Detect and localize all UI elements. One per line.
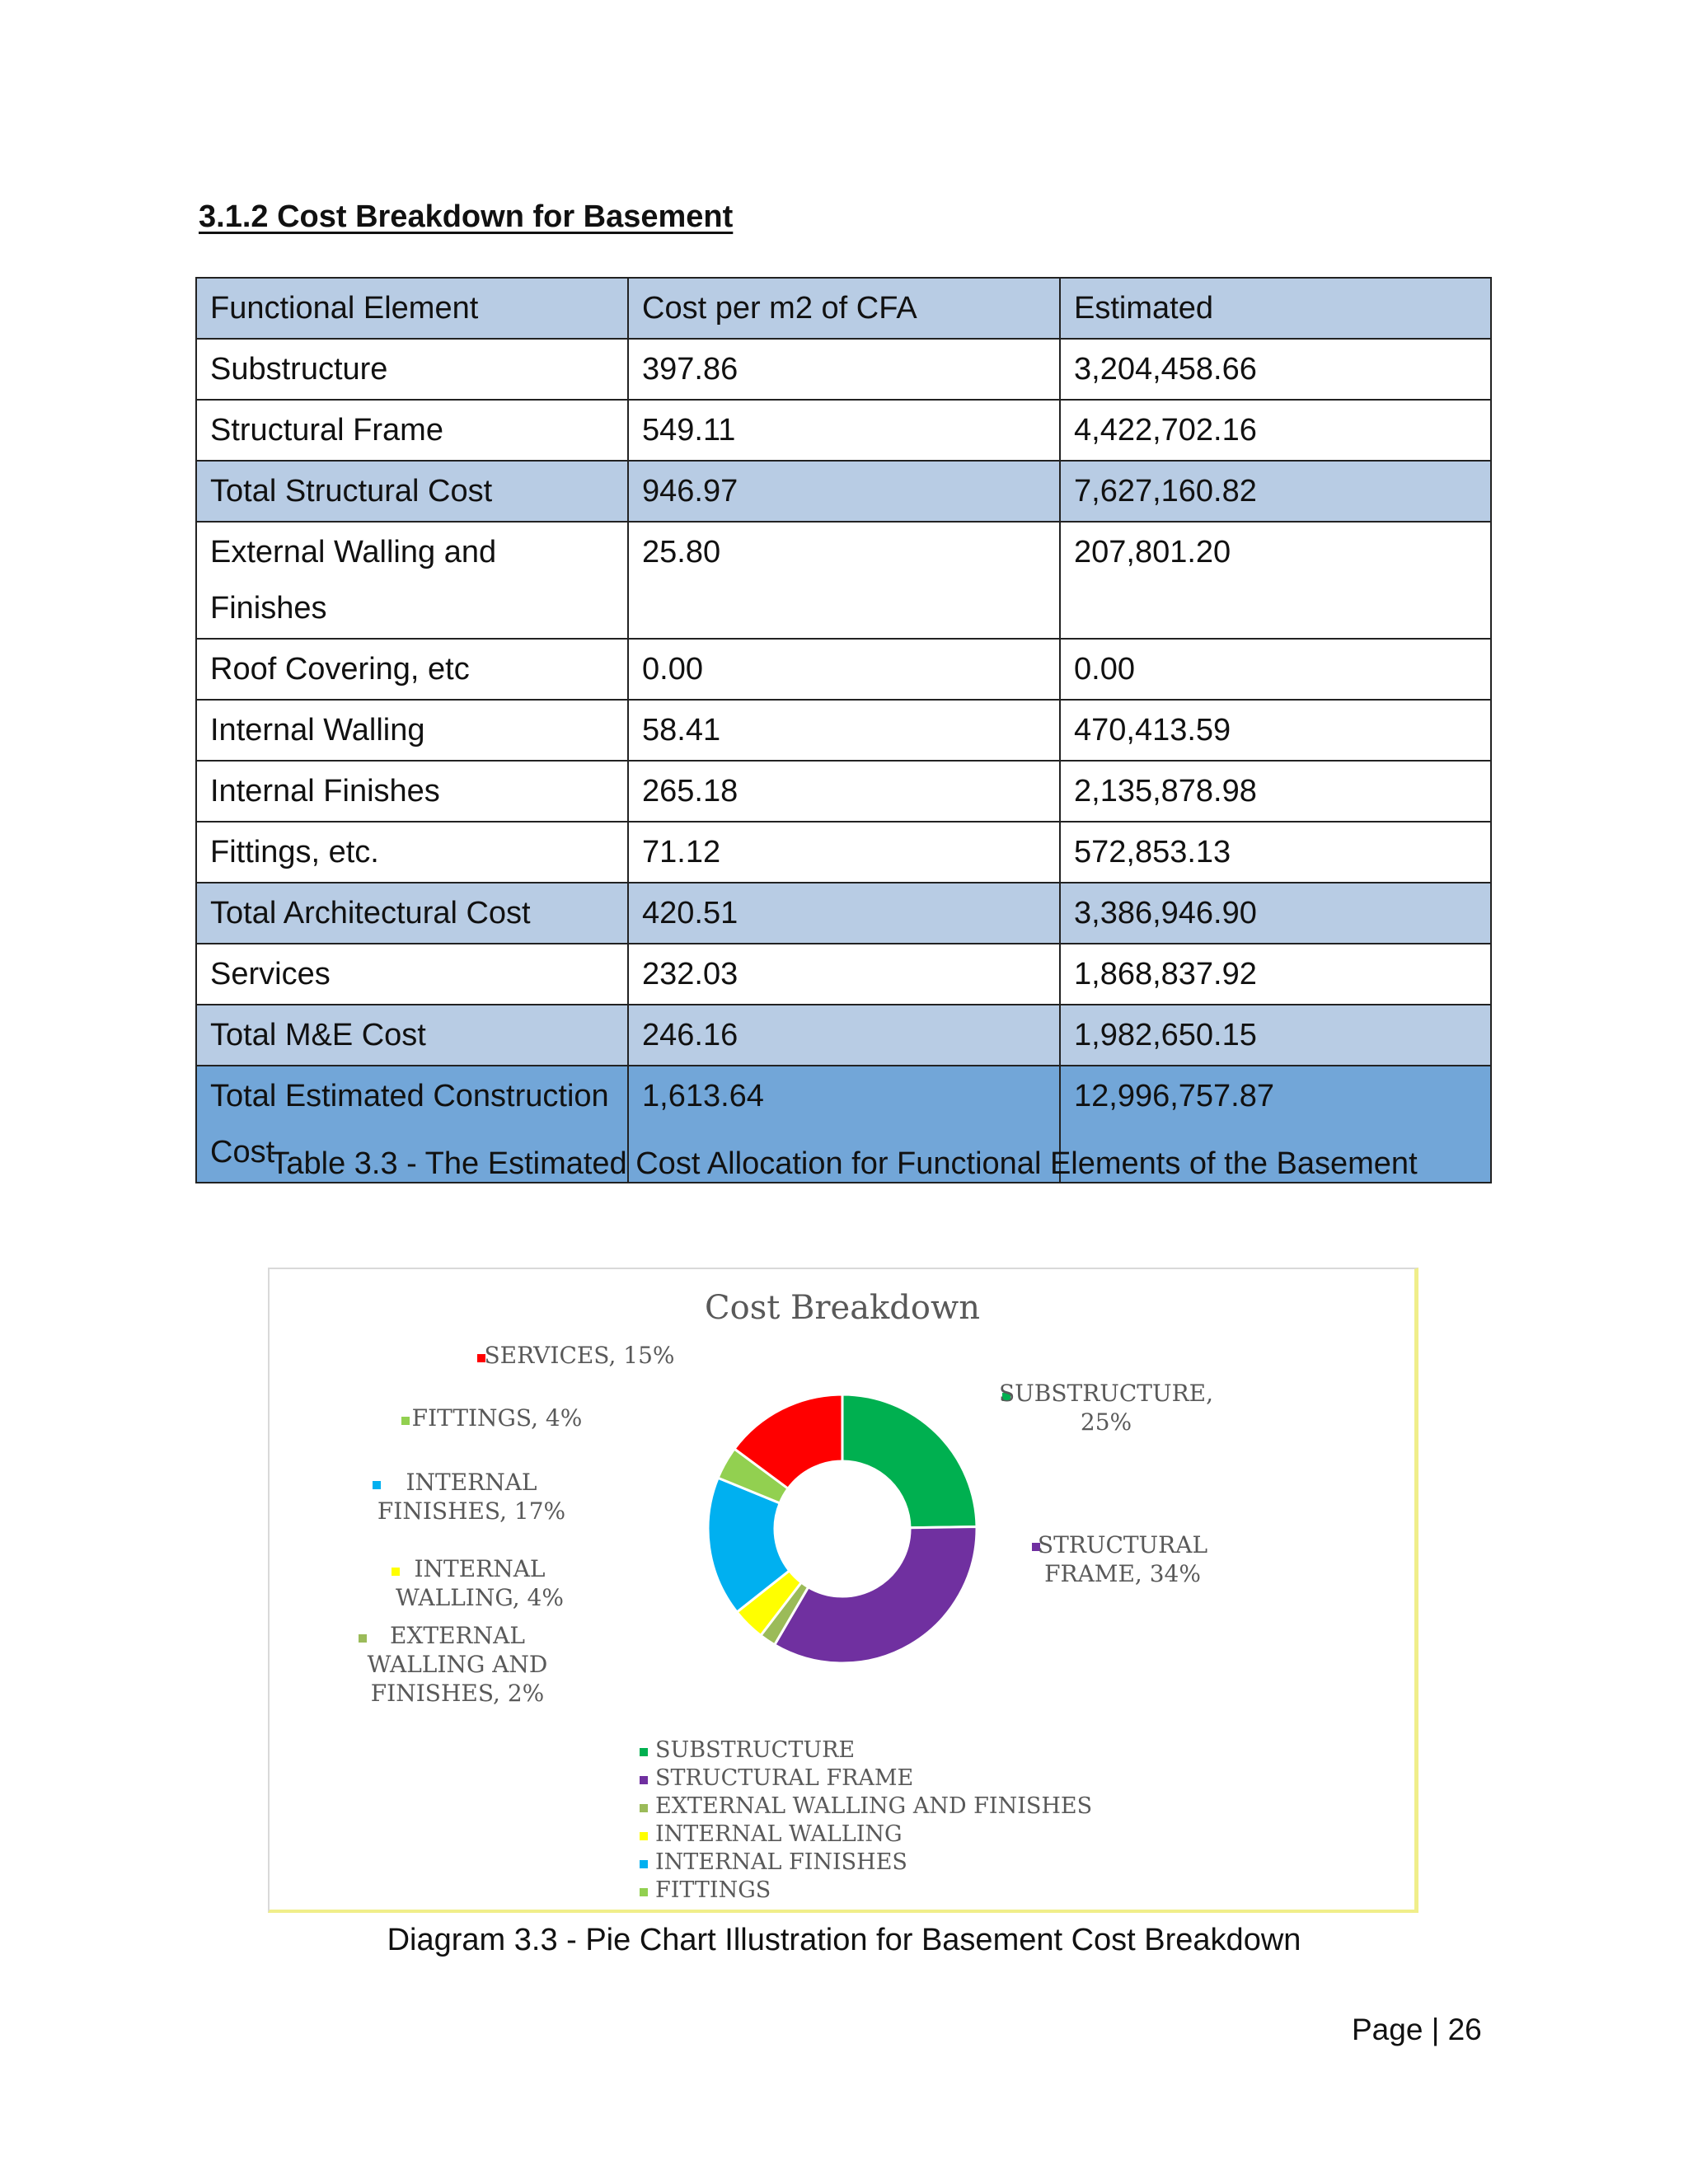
table-cell: 2,135,878.98	[1060, 761, 1491, 822]
table-row	[196, 339, 1491, 400]
table-cell: 1,613.64	[628, 1066, 1060, 1183]
table-cell: 246.16	[628, 1005, 1060, 1066]
table-cell: Roof Covering, etc	[196, 639, 628, 700]
page-number: Page | 26	[1352, 2013, 1482, 2046]
chart-caption: Diagram 3.3 - Pie Chart Illustration for Basement Cost Breakdown	[387, 1923, 1301, 1957]
data-label: FINISHES, 17%	[377, 1497, 566, 1525]
table-cell: Total M&E Cost	[196, 1005, 628, 1066]
table-cell: Total Structural Cost	[196, 461, 628, 522]
data-label: SUBSTRUCTURE,	[998, 1380, 1214, 1407]
data-label-marker	[392, 1568, 400, 1576]
table-row	[196, 1005, 1491, 1066]
data-label: STRUCTURAL	[1037, 1531, 1208, 1558]
legend-marker	[640, 1748, 648, 1756]
table-cell: 4,422,702.16	[1060, 400, 1491, 461]
table-cell: 25.80	[628, 522, 1060, 639]
table-row	[196, 461, 1491, 522]
column-header: Cost per m2 of CFA	[628, 278, 1060, 339]
table-cell: 12,996,757.87	[1060, 1066, 1491, 1183]
chart-canvas	[270, 1269, 1415, 1910]
legend-marker	[640, 1860, 648, 1868]
table-cell: Structural Frame	[196, 400, 628, 461]
legend-marker	[640, 1888, 648, 1896]
data-label-marker	[401, 1417, 410, 1425]
table-cell: Internal Finishes	[196, 761, 628, 822]
pie-slice-substructure	[842, 1394, 977, 1528]
table-cell: 265.18	[628, 761, 1060, 822]
table-cell: Internal Walling	[196, 700, 628, 761]
table-cell: Substructure	[196, 339, 628, 400]
data-label: WALLING AND	[367, 1651, 548, 1678]
legend-entry: EXTERNAL WALLING AND FINISHES	[655, 1793, 1093, 1819]
cost-breakdown-chart	[268, 1268, 1418, 1913]
data-label: FRAME, 34%	[1044, 1560, 1201, 1587]
table-cell: Total Architectural Cost	[196, 883, 628, 944]
table-cell: 71.12	[628, 822, 1060, 883]
table-cell: 3,386,946.90	[1060, 883, 1491, 944]
table-cell: Fittings, etc.	[196, 822, 628, 883]
table-cell: Total Estimated Construction Cost	[196, 1066, 628, 1183]
table-row	[196, 761, 1491, 822]
table-cell: 0.00	[1060, 639, 1491, 700]
table-caption: Table 3.3 - The Estimated Cost Allocation for Functional Elements of the Basement	[270, 1146, 1418, 1181]
data-label: EXTERNAL	[390, 1622, 525, 1649]
table-cell: Services	[196, 944, 628, 1005]
table-cell: 397.86	[628, 339, 1060, 400]
table-cell: 232.03	[628, 944, 1060, 1005]
legend-entry: SUBSTRUCTURE	[655, 1737, 856, 1763]
table-row	[196, 700, 1491, 761]
table-cell: 7,627,160.82	[1060, 461, 1491, 522]
data-label: INTERNAL	[414, 1555, 546, 1582]
table-row	[196, 883, 1491, 944]
legend-entry: STRUCTURAL FRAME	[655, 1765, 914, 1791]
table-cell: 0.00	[628, 639, 1060, 700]
data-label: INTERNAL	[406, 1469, 537, 1496]
column-header: Estimated	[1060, 278, 1491, 339]
legend-entry: INTERNAL FINISHES	[655, 1849, 907, 1875]
data-label: FITTINGS, 4%	[411, 1404, 583, 1432]
table-row	[196, 400, 1491, 461]
table-cell: 207,801.20	[1060, 522, 1491, 639]
table-cell: 1,982,650.15	[1060, 1005, 1491, 1066]
data-label-marker	[373, 1481, 381, 1489]
cost-table	[195, 277, 1492, 1183]
data-label-marker	[359, 1634, 367, 1643]
data-label: FINISHES, 2%	[370, 1680, 545, 1707]
data-label: WALLING, 4%	[396, 1584, 564, 1611]
table-cell: 58.41	[628, 700, 1060, 761]
table-row	[196, 822, 1491, 883]
legend-marker	[640, 1804, 648, 1812]
table-row	[196, 639, 1491, 700]
data-label: 25%	[1080, 1408, 1132, 1436]
table-cell: 572,853.13	[1060, 822, 1491, 883]
table-row	[196, 944, 1491, 1005]
table-cell: 946.97	[628, 461, 1060, 522]
table-cell: 470,413.59	[1060, 700, 1491, 761]
table-cell: 3,204,458.66	[1060, 339, 1491, 400]
legend-entry: INTERNAL WALLING	[655, 1821, 903, 1847]
table-cell: 420.51	[628, 883, 1060, 944]
legend-entry: FITTINGS	[655, 1877, 771, 1903]
data-label: SERVICES, 15%	[484, 1342, 675, 1369]
legend-marker	[640, 1832, 648, 1840]
table-cell: 1,868,837.92	[1060, 944, 1491, 1005]
table-header-row	[196, 278, 1491, 339]
section-heading: 3.1.2 Cost Breakdown for Basement	[199, 199, 734, 234]
column-header: Functional Element	[196, 278, 628, 339]
legend-marker	[640, 1776, 648, 1784]
table-row	[196, 522, 1491, 639]
table-cell: External Walling and Finishes	[196, 522, 628, 639]
table-cell: 549.11	[628, 400, 1060, 461]
chart-title: Cost Breakdown	[705, 1289, 980, 1327]
